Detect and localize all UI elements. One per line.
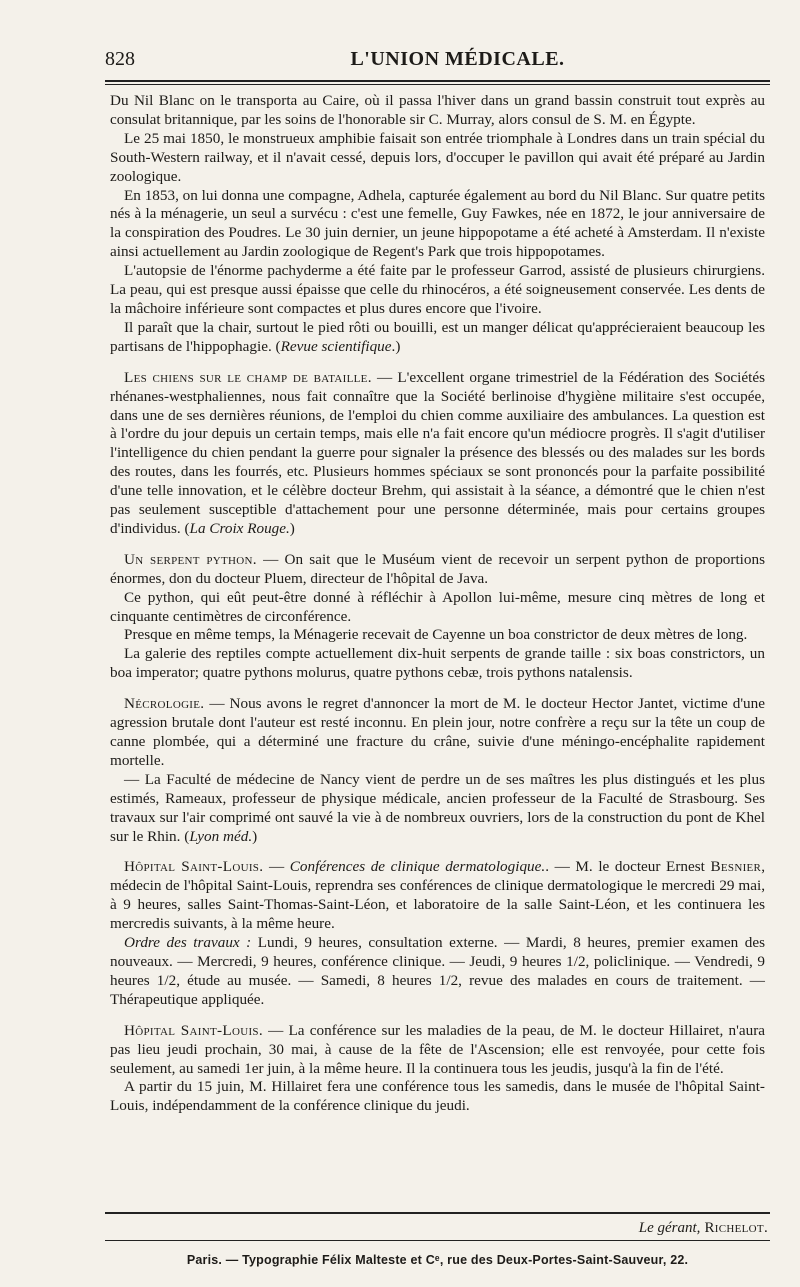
python-paragraph-2: Ce python, qui eût peut-être donné à réfléchir à Apollon lui-même, mesure cinq mètres de long et cinquante centimètres de circonférence. xyxy=(110,588,765,625)
saint-louis-1-paragraph-2 xyxy=(110,934,765,1010)
page-header xyxy=(105,44,770,74)
saint-louis-1-dash: — xyxy=(263,858,290,876)
saint-louis-2-p1-text: — La conférence sur les maladies de la peau, de M. le docteur Hillairet, n'aura pas lieu jeudi prochain, 30 mai, à cause de la fête de l'Ascension; elle est renvoyée, pour cette fois seulement, au samedi 1er juin, à la même heure. Il la continuera tous les jeudis, jusqu'à la fin de l'été. xyxy=(110,1021,765,1077)
saint-louis-1-p1-b: . — M. le docteur Ernest xyxy=(545,858,711,876)
signature-rule-bottom xyxy=(105,1240,770,1241)
hippo-paragraph-1: Du Nil Blanc on le transporta au Caire, où il passa l'hiver dans un grand bassin construit tout exprès au consulat britannique, par les soins de l'honorable sir C. Murray, alors consul de S. M. en Égypte. xyxy=(110,92,765,128)
printer-imprint: Paris. — Typographie Félix Malteste et Cᵉ, rue des Deux-Portes-Saint-Sauveur, 22. xyxy=(186,1253,689,1267)
journal-title: L'UNION MÉDICALE. xyxy=(350,48,565,70)
gerant-label: Le gérant, xyxy=(638,1220,701,1236)
chiens-heading: Les chiens sur le champ de bataille. xyxy=(124,368,372,386)
hippo-p5-end: .) xyxy=(391,337,401,355)
ordre-des-travaux-label: Ordre des travaux : xyxy=(124,934,252,952)
saint-louis-1-name: Besnier xyxy=(710,858,762,876)
hippo-p5-text: Il paraît que la chair, surtout le pied rôti ou bouilli, est un manger délicat qu'apprécieraient beaucoup les partisans de l'hippophagie. ( xyxy=(110,318,765,355)
section-gap xyxy=(110,846,765,858)
necrologie-p2-end: ) xyxy=(252,827,258,845)
chiens-text: — L'excellent organe trimestriel de la Fédération des Sociétés rhénanes-westphaliennes, nous fait connaître que la Société berlinoise d'hygiène militaire s'est occupée, dans une de ses dernières réunions, de l'emploi du chien comme auxiliaire des ambulances. La question est à l'ordre du jour depuis un certain temps, mais elle n'a fait encore qu'un médiocre progrès. Il s'agit d'utiliser l'intelligence du chien pendant la guerre pour signaler la présence des blessés ou des malades sur les bords des routes, dans les fourrés, etc. Plusieurs hommes spéciaux se sont prononcés pour la parfaite possibilité d'une telle innovation, et le célèbre docteur Brehm, qui assistait à la séance, a démontré que le chien n'est pas seulement susceptible d'attachement pour une personne déterminée, mais pour certains groupes d'individus. ( xyxy=(110,368,766,537)
saint-louis-1-heading: Hôpital Saint-Louis. xyxy=(124,858,264,876)
necrologie-p1-text: — Nous avons le regret d'annoncer la mort de M. le docteur Hector Jantet, victime d'une agression brutale dont l'auteur est resté inconnu. En plein jour, notre confrère a reçu sur la tête un coup de canne plombée, qui a déterminé une fracture du crâne, suivie d'une méningo-encéphalite rapidement mortelle. xyxy=(110,695,765,769)
section-gap xyxy=(110,539,765,551)
python-paragraph-1 xyxy=(110,551,765,589)
saint-louis-1-paragraph-1 xyxy=(110,858,765,934)
article-body xyxy=(110,92,765,1116)
gerant-name: Richelot. xyxy=(700,1220,768,1236)
hippo-paragraph-3: En 1853, on lui donna une compagne, Adhela, capturée également au bord du Nil Blanc. Sur quatre petits nés à la ménagerie, un seul a survécu : c'est une femelle, Guy Fawkes, née en 1872, le jour anniversaire de la conspiration des Poudres. Le 30 juin dernier, un jeune hippopotame a été acheté à Amsterdam. Il n'existe ainsi actuellement au Jardin zoologique de Regent's Park que trois hippopotames. xyxy=(110,186,765,261)
ordre-des-travaux-text: Lundi, 9 heures, consultation externe. — Mardi, 8 heures, premier examen des nouveaux. — Mercredi, 9 heures, conférence clinique. — Jeudi, 9 heures 1/2, policlinique. — Vendredi, 9 heures 1/2, étude au musée. — Samedi, 8 heures 1/2, revue des malades en cours de traitement. — Thérapeutique appliquée. xyxy=(110,934,765,1008)
section-gap xyxy=(110,1010,765,1022)
section-gap xyxy=(110,357,765,369)
python-p1-text: — On sait que le Muséum vient de recevoir un serpent python de proportions énormes, don du docteur Pluem, directeur de l'hôpital de Java. xyxy=(110,550,765,587)
saint-louis-2-heading: Hôpital Saint-Louis. xyxy=(124,1021,263,1039)
python-paragraph-3: Presque en même temps, la Ménagerie recevait de Cayenne un boa constrictor de deux mètres de long. xyxy=(124,626,748,644)
saint-louis-2-paragraph-2: A partir du 15 juin, M. Hillairet fera une conférence tous les samedis, dans le musée de l'hôpital Saint-Louis, indépendamment de la conférence clinique du jeudi. xyxy=(110,1078,765,1115)
section-gap xyxy=(110,683,765,695)
hippo-paragraph-2: Le 25 mai 1850, le monstrueux amphibie faisait son entrée triomphale à Londres dans un train spécial du South-Western railway, et il n'avait cessé, depuis lors, d'occuper le pavillon qui avait été préparé au Jardin zoologique. xyxy=(110,129,765,185)
necrologie-heading: Nécrologie. xyxy=(124,695,205,713)
chiens-article xyxy=(110,369,765,539)
necrologie-paragraph-1 xyxy=(110,695,765,771)
saint-louis-1-subtitle: Conférences de clinique dermatologique. xyxy=(289,858,546,876)
necrologie-paragraph-2 xyxy=(110,771,765,847)
saint-louis-2-paragraph-1 xyxy=(110,1022,765,1079)
hippo-paragraph-5 xyxy=(110,319,765,357)
python-paragraph-4: La galerie des reptiles compte actuellement dix-huit serpents de grande taille : six boas constrictors, un boa imperator; quatre pythons molurus, quatre pythons cebæ, trois pythons natalensis. xyxy=(110,645,765,682)
header-rule xyxy=(105,80,770,85)
chiens-end: ) xyxy=(289,519,295,537)
chiens-source: La Croix Rouge. xyxy=(189,519,290,537)
gerant-signature xyxy=(639,1220,768,1237)
signature-rule-top xyxy=(105,1212,770,1214)
necrologie-source: Lyon méd. xyxy=(189,827,253,845)
saint-louis-1-p1-c: , médecin de l'hôpital Saint-Louis, reprendra ses conférences de clinique dermatologique le mercredi 29 mai, à 9 heures, salles Saint-Thomas-Saint-Léon, et laboratoire de la salle Saint-Léon, et les continuera les mercredis suivants, à la même heure. xyxy=(110,858,765,933)
page-number: 828 xyxy=(105,48,135,70)
hippo-paragraph-4: L'autopsie de l'énorme pachyderme a été faite par le professeur Garrod, assisté de plusieurs chirurgiens. La peau, qui est presque aussi épaisse que celle du rhinocéros, a été soigneusement conservée. Les dents de la mâchoire inférieure sont compactes et plus dures encore que l'ivoire. xyxy=(110,262,765,317)
python-heading: Un serpent python. xyxy=(124,550,257,568)
necrologie-p2-text: — La Faculté de médecine de Nancy vient de perdre un de ses maîtres les plus distingués et les plus estimés, Rameaux, professeur de physique médicale, ancien professeur de la Faculté de Strasbourg. Ses travaux sur l'air comprimé ont sauvé la vie à de nombreux ouvriers, lors de la construction du pont de Khel sur le Rhin. ( xyxy=(110,770,765,845)
hippo-source: Revue scientifique xyxy=(280,337,392,355)
